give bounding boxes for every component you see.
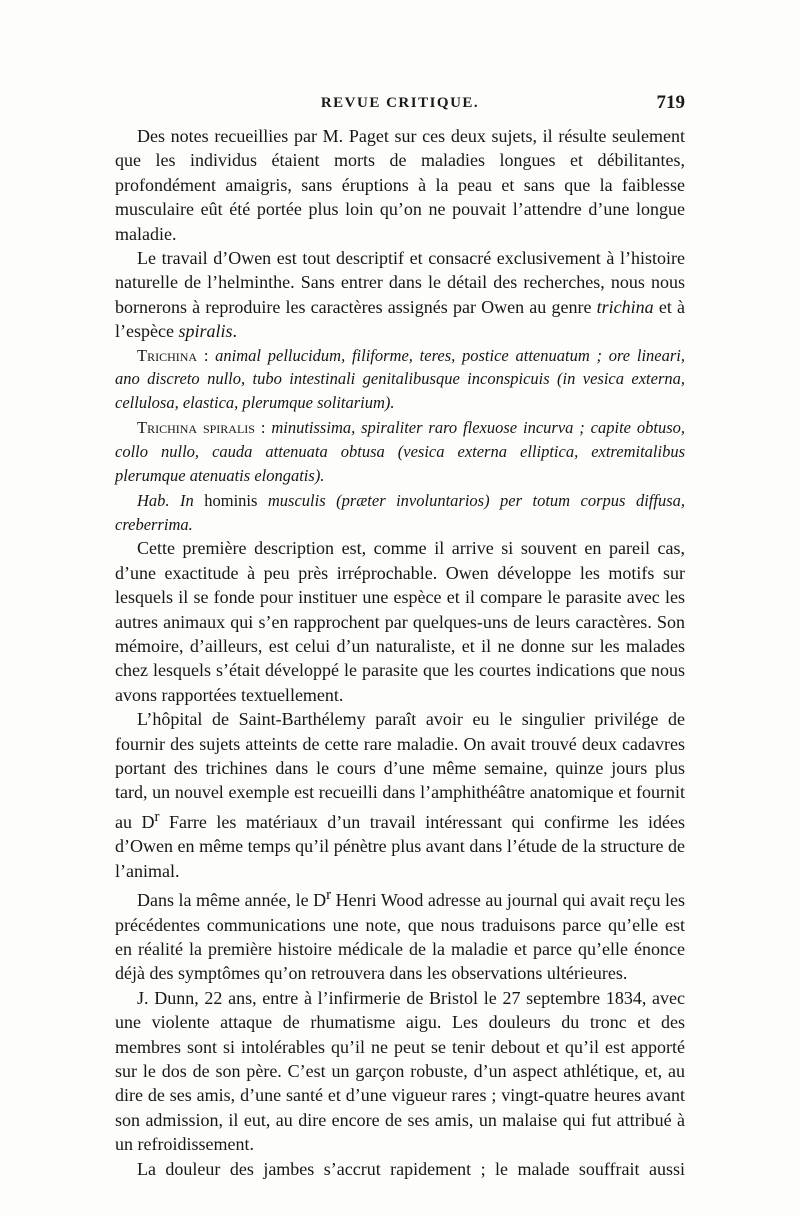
owen-work-connector: et à l’espèce [115,296,685,342]
habitat-description: musculis (præter involuntarios) per totum corpus diffusa, creberrima. [115,491,685,534]
spiralis-colon: : [254,418,272,438]
trichina-colon: : [197,345,216,365]
habitat-in: In [169,491,205,511]
saint-barthelemy-end: Farre les matériaux d’un travail intéressant qui confirme les idées d’Owen en même temps qu’il pénètre plus avant dans l’étude de la structure de l’animal. [115,811,685,881]
paragraph-saint-barthelemy [115,707,685,883]
owen-work-end: . [232,321,237,342]
habitat-label: Hab. [137,491,170,511]
paragraph-first-description: Cette première description est, comme il arrive si souvent en pareil cas, d’une exactitude à peu près irréprochable. Owen développe les motifs sur lesquels il se fonde pour instituer une espèce et il compare le parasite avec les autres animaux qui s’en rapprochent par quelques-uns de leurs caractères. Son mémoire, d’ailleurs, est celui d’un naturaliste, et il ne donne sur les malades chez lesquels s’était développé le parasite que les courtes indications que nous avons rapportées textuellement. [115,538,685,705]
latin-habitat [115,489,685,536]
paragraph-owen-work [115,246,685,344]
paragraph-leg-pain: La douleur des jambes s’accrut rapidement ; le malade souffrait aussi [137,1158,685,1179]
body-text [115,124,685,1181]
page-number: 719 [656,92,685,113]
trichina-label: Trichina [137,345,198,365]
species-name: spiralis [178,321,233,342]
habitat-hominis: hominis [204,491,258,511]
owen-work-text: Le travail d’Owen est tout descriptif et consacré exclusivement à l’histoire naturelle de l’helminthe. Sans entrer dans le détail des recherches, nous nous bornerons à reproduire les caractères assignés par Owen au genre [115,248,685,317]
running-title: REVUE CRITIQUE. [320,95,480,111]
trichina-description: animal pellucidum, filiforme, teres, postice attenuatum ; ore lineari, ano discreto nullo, tubo intestinali genitalibusque inconspicuis (in vesica externa, cellulosa, elastica, plerumque solitarium). [115,345,685,412]
henri-wood-text: Dans la même année, le D [137,890,327,911]
latin-genus-description [115,344,685,415]
latin-species-description [115,416,685,487]
henri-wood-end: Henri Wood adresse au journal qui avait reçu les précédentes communications une note, que nous traduisons parce qu’elle est en réalité la première histoire médicale de la maladie et parce qu’elle énonce déjà des symptômes qu’on retrouvera dans les observations ultérieures. [115,890,685,984]
paragraph-paget-notes: Des notes recueillies par M. Paget sur ces deux sujets, il résulte seulement que les individus étaient morts de maladies longues et débilitantes, profondément amaigris, sans éruptions à la peau et sans que la faiblesse musculaire eût été portée plus loin qu’on ne pouvait l’attendre d’une longue maladie. [115,126,685,244]
page-header [115,92,685,116]
paragraph-dunn-case: J. Dunn, 22 ans, entre à l’infirmerie de Bristol le 27 septembre 1834, avec une violente attaque de rhumatisme aigu. Les douleurs du tronc et des membres sont si intolérables qu’il ne peut se tenir debout et qu’il est apporté sur le dos de son père. C’est un garçon robuste, d’un aspect athlétique, et, au dire de ses amis, d’une santé et d’une vigueur rares ; vingt-quatre heures avant son admission, il eut, au dire encore de ses amis, un malaise qui fut attribué à un refroidissement. [115,987,685,1155]
doctor-superscript-wood: r [326,887,332,904]
spiralis-description: minutissima, spiraliter raro flexuose incurva ; capite obtuso, collo nullo, cauda attenuata obtusa (vesica externa elliptica, extremitalibus plerumque atenuatis elongatis). [115,418,685,485]
paragraph-henri-wood [115,883,685,986]
saint-barthelemy-text: L’hôpital de Saint-Barthélemy paraît avoir eu le singulier privilége de fournir des sujets atteints de cette rare maladie. On avait trouvé deux cadavres portant des trichines dans le cours d’une même semaine, quinze jours plus tard, un nouvel exemple est recueilli dans l’amphithéâtre anatomique et fournit au D [115,709,685,832]
doctor-superscript: r [154,808,160,825]
spiralis-label: Trichina spiralis [137,418,255,438]
genus-name: trichina [596,296,654,317]
